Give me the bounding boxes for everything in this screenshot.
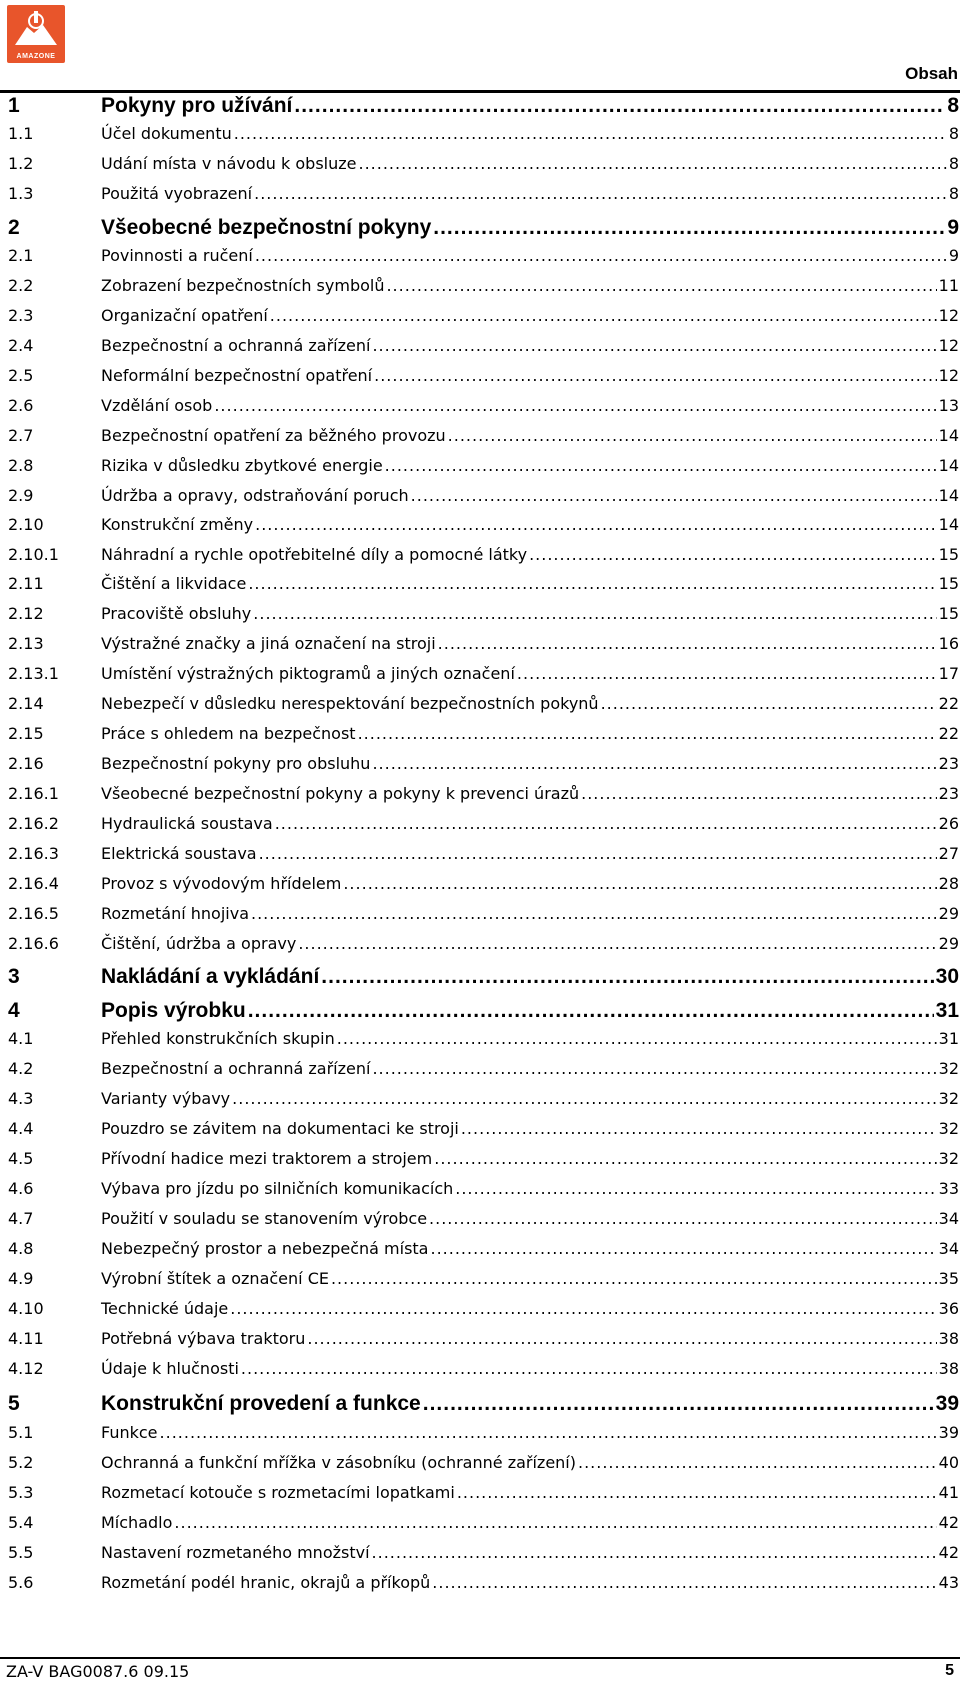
- toc-entry-number: 2.16.2: [8, 814, 59, 833]
- toc-entry-number: 2: [8, 216, 20, 239]
- toc-entry-page: 15: [938, 545, 959, 564]
- toc-entry-number: 4.3: [8, 1089, 34, 1108]
- toc-entry-title: Varianty výbavy: [101, 1089, 231, 1108]
- toc-entry-page: 22: [938, 694, 959, 713]
- toc-entry-title: Použitá vyobrazení: [101, 184, 253, 203]
- toc-entry-title: Rozmetací kotouče s rozmetacími lopatkami: [101, 1483, 455, 1502]
- toc-entry-title: Účel dokumentu: [101, 124, 232, 143]
- toc-entry[interactable]: [8, 366, 959, 385]
- toc-leader-dots: [275, 814, 937, 833]
- toc-entry-number: 2.12: [8, 604, 44, 623]
- toc-entry-number: 2.7: [8, 426, 34, 445]
- toc-entry-number: 4.7: [8, 1209, 34, 1228]
- toc-leader-dots: [578, 1453, 937, 1472]
- toc-entry-title: Neformální bezpečnostní opatření: [101, 366, 373, 385]
- toc-entry-number: 4.9: [8, 1269, 34, 1288]
- toc-entry-title: Rozmetání podél hranic, okrajů a příkopů: [101, 1573, 431, 1592]
- toc-entry[interactable]: [8, 1209, 959, 1228]
- toc-leader-dots: [581, 784, 937, 803]
- toc-entry-page: 22: [938, 724, 959, 743]
- toc-entry-number: 5.4: [8, 1513, 34, 1532]
- toc-entry[interactable]: [8, 336, 959, 355]
- toc-entry[interactable]: [8, 154, 959, 173]
- toc-entry[interactable]: [8, 1179, 959, 1198]
- toc-leader-dots: [372, 336, 936, 355]
- toc-leader-dots: [321, 965, 933, 989]
- toc-entry-title: Bezpečnostní a ochranná zařízení: [101, 1059, 371, 1078]
- toc-entry-title: Bezpečnostní pokyny pro obsluhu: [101, 754, 371, 773]
- toc-entry-page: 13: [938, 396, 959, 415]
- toc-entry-number: 4.5: [8, 1149, 34, 1168]
- toc-leader-dots: [385, 456, 937, 475]
- toc-entry-page: 34: [938, 1239, 959, 1258]
- toc-entry[interactable]: [8, 1543, 959, 1562]
- toc-entry-page: 29: [938, 904, 959, 923]
- toc-entry-page: 31: [935, 999, 959, 1022]
- toc-entry[interactable]: [8, 904, 959, 923]
- toc-entry[interactable]: [8, 306, 959, 325]
- toc-entry-page: 32: [938, 1089, 959, 1108]
- toc-leader-dots: [230, 1299, 936, 1318]
- toc-entry-page: 42: [938, 1543, 959, 1562]
- toc-leader-dots: [331, 1269, 937, 1288]
- toc-entry-number: 2.14: [8, 694, 44, 713]
- toc-entry-title: Pracoviště obsluhy: [101, 604, 252, 623]
- toc-entry-page: 40: [938, 1453, 959, 1472]
- toc-entry-page: 23: [938, 784, 959, 803]
- toc-entry[interactable]: [8, 1513, 959, 1532]
- logo-wordmark: AMAZONE: [16, 53, 56, 60]
- toc-entry-title: Nakládání a vykládání: [101, 965, 320, 988]
- toc-entry-title: Údržba a opravy, odstraňování poruch: [101, 486, 409, 505]
- toc-entry[interactable]: [8, 276, 959, 295]
- toc-entry[interactable]: [8, 124, 959, 143]
- toc-entry-page: 39: [935, 1392, 959, 1415]
- toc-entry[interactable]: [8, 1299, 959, 1318]
- toc-leader-dots: [259, 844, 937, 863]
- toc-leader-dots: [429, 1209, 937, 1228]
- toc-entry[interactable]: [8, 999, 959, 1023]
- toc-entry[interactable]: [8, 1269, 959, 1288]
- toc-entry-number: 5.1: [8, 1423, 34, 1442]
- toc-leader-dots: [241, 1359, 937, 1378]
- toc-entry-page: 33: [938, 1179, 959, 1198]
- toc-entry-number: 5.3: [8, 1483, 34, 1502]
- toc-entry-number: 2.3: [8, 306, 34, 325]
- toc-entry[interactable]: [8, 754, 959, 773]
- toc-entry[interactable]: [8, 784, 959, 803]
- toc-entry-title: Elektrická soustava: [101, 844, 257, 863]
- toc-entry-number: 4.2: [8, 1059, 34, 1078]
- toc-entry-number: 1.1: [8, 124, 34, 143]
- toc-leader-dots: [248, 999, 934, 1023]
- toc-leader-dots: [529, 545, 937, 564]
- toc-entry-page: 42: [938, 1513, 959, 1532]
- toc-entry[interactable]: [8, 1059, 959, 1078]
- toc-leader-dots: [438, 634, 937, 653]
- toc-entry-page: 26: [938, 814, 959, 833]
- toc-entry-title: Provoz s vývodovým hřídelem: [101, 874, 342, 893]
- toc-entry[interactable]: [8, 515, 959, 534]
- toc-entry[interactable]: [8, 1029, 959, 1048]
- toc-entry-title: Výrobní štítek a označení CE: [101, 1269, 329, 1288]
- toc-leader-dots: [255, 246, 947, 265]
- toc-entry[interactable]: [8, 1119, 959, 1138]
- toc-leader-dots: [455, 1179, 936, 1198]
- toc-entry-title: Údaje k hlučnosti: [101, 1359, 239, 1378]
- toc-entry-number: 4.10: [8, 1299, 44, 1318]
- toc-entry-number: 2.15: [8, 724, 44, 743]
- toc-entry-number: 2.10.1: [8, 545, 59, 564]
- toc-entry-page: 16: [938, 634, 959, 653]
- toc-entry-number: 1: [8, 94, 20, 117]
- toc-leader-dots: [337, 1029, 937, 1048]
- toc-leader-dots: [251, 904, 937, 923]
- toc-entry[interactable]: [8, 604, 959, 623]
- toc-entry-page: 15: [938, 574, 959, 593]
- toc-leader-dots: [432, 1573, 936, 1592]
- toc-leader-dots: [386, 276, 936, 295]
- toc-entry-page: 12: [938, 336, 959, 355]
- toc-leader-dots: [232, 1089, 937, 1108]
- toc-entry-number: 2.16.3: [8, 844, 59, 863]
- toc-leader-dots: [254, 184, 947, 203]
- toc-entry-title: Výbava pro jízdu po silničních komunikacích: [101, 1179, 454, 1198]
- toc-entry-page: 32: [938, 1119, 959, 1138]
- toc-leader-dots: [248, 574, 936, 593]
- toc-entry-page: 32: [938, 1059, 959, 1078]
- toc-entry-title: Pouzdro se závitem na dokumentaci ke stroji: [101, 1119, 459, 1138]
- toc-entry-number: 2.10: [8, 515, 44, 534]
- toc-entry-page: 31: [938, 1029, 959, 1048]
- toc-entry-page: 43: [938, 1573, 959, 1592]
- toc-entry[interactable]: [8, 724, 959, 743]
- toc-leader-dots: [358, 724, 937, 743]
- toc-entry-page: 14: [938, 426, 959, 445]
- toc-entry[interactable]: [8, 694, 959, 713]
- toc-entry-title: Nebezpečný prostor a nebezpečná místa: [101, 1239, 429, 1258]
- toc-leader-dots: [433, 216, 945, 240]
- toc-entry-title: Bezpečnostní a ochranná zařízení: [101, 336, 371, 355]
- footer-divider: [0, 1657, 960, 1659]
- toc-leader-dots: [411, 486, 937, 505]
- toc-entry-page: 27: [938, 844, 959, 863]
- toc-entry-title: Bezpečnostní opatření za běžného provozu: [101, 426, 446, 445]
- toc-entry-number: 4.4: [8, 1119, 34, 1138]
- toc-entry-title: Nastavení rozmetaného množství: [101, 1543, 370, 1562]
- toc-entry-number: 4.11: [8, 1329, 44, 1348]
- toc-leader-dots: [174, 1513, 936, 1532]
- toc-entry-number: 2.5: [8, 366, 34, 385]
- toc-leader-dots: [434, 1149, 936, 1168]
- toc-leader-dots: [372, 1543, 937, 1562]
- toc-entry-number: 2.13: [8, 634, 44, 653]
- page-title: Obsah: [905, 64, 958, 83]
- toc-entry-page: 12: [938, 366, 959, 385]
- toc-entry[interactable]: [8, 634, 959, 653]
- toc-entry-title: Vzdělání osob: [101, 396, 213, 415]
- toc-entry-page: 23: [938, 754, 959, 773]
- toc-leader-dots: [307, 1329, 936, 1348]
- toc-entry[interactable]: [8, 1329, 959, 1348]
- toc-entry-number: 4.8: [8, 1239, 34, 1258]
- toc-entry-number: 5: [8, 1392, 20, 1415]
- toc-entry-title: Udání místa v návodu k obsluze: [101, 154, 357, 173]
- toc-entry[interactable]: [8, 486, 959, 505]
- toc-entry[interactable]: [8, 664, 959, 683]
- toc-entry-title: Pokyny pro užívání: [101, 94, 293, 117]
- toc-entry-page: 14: [938, 515, 959, 534]
- toc-entry-page: 41: [938, 1483, 959, 1502]
- toc-entry-page: 14: [938, 456, 959, 475]
- toc-entry-number: 2.2: [8, 276, 34, 295]
- toc-entry-page: 38: [938, 1359, 959, 1378]
- toc-entry[interactable]: [8, 1149, 959, 1168]
- toc-entry-title: Výstražné značky a jiná označení na stroji: [101, 634, 436, 653]
- toc-entry[interactable]: [8, 1392, 959, 1416]
- toc-entry[interactable]: [8, 1423, 959, 1442]
- toc-leader-dots: [255, 515, 937, 534]
- toc-entry[interactable]: [8, 574, 959, 593]
- toc-entry[interactable]: [8, 934, 959, 953]
- toc-entry-page: 32: [938, 1149, 959, 1168]
- toc-entry-title: Povinnosti a ručení: [101, 246, 253, 265]
- toc-entry[interactable]: [8, 814, 959, 833]
- toc-entry-page: 14: [938, 486, 959, 505]
- toc-entry-title: Všeobecné bezpečnostní pokyny a pokyny k prevenci úrazů: [101, 784, 580, 803]
- toc-entry-title: Rozmetání hnojiva: [101, 904, 249, 923]
- toc-entry-title: Přívodní hadice mezi traktorem a strojem: [101, 1149, 433, 1168]
- toc-entry-number: 4.1: [8, 1029, 34, 1048]
- toc-entry-title: Umístění výstražných piktogramů a jiných označení: [101, 664, 515, 683]
- toc-entry-page: 12: [938, 306, 959, 325]
- toc-entry[interactable]: [8, 184, 959, 203]
- toc-entry-page: 8: [947, 94, 959, 117]
- toc-entry[interactable]: [8, 1453, 959, 1472]
- toc-entry-title: Popis výrobku: [101, 999, 246, 1022]
- toc-entry-page: 39: [938, 1423, 959, 1442]
- toc-entry-number: 5.6: [8, 1573, 34, 1592]
- toc-leader-dots: [517, 664, 937, 683]
- toc-entry[interactable]: [8, 246, 959, 265]
- amazone-logo: [7, 5, 65, 63]
- toc-leader-dots: [430, 1239, 936, 1258]
- toc-entry-title: Hydraulická soustava: [101, 814, 273, 833]
- toc-entry-page: 9: [947, 216, 959, 239]
- toc-entry-title: Čištění, údržba a opravy: [101, 934, 297, 953]
- toc-entry-title: Čištění a likvidace: [101, 574, 247, 593]
- toc-entry-number: 2.8: [8, 456, 34, 475]
- toc-entry[interactable]: [8, 94, 959, 118]
- toc-entry[interactable]: [8, 844, 959, 863]
- toc-entry-title: Použití v souladu se stanovením výrobce: [101, 1209, 428, 1228]
- toc-entry-page: 29: [938, 934, 959, 953]
- toc-entry-number: 3: [8, 965, 20, 988]
- toc-entry-title: Rizika v důsledku zbytkové energie: [101, 456, 383, 475]
- toc-entry[interactable]: [8, 874, 959, 893]
- toc-leader-dots: [374, 366, 937, 385]
- toc-entry-title: Ochranná a funkční mřížka v zásobníku (ochranné zařízení): [101, 1453, 576, 1472]
- toc-entry-page: 34: [938, 1209, 959, 1228]
- toc-entry-number: 2.6: [8, 396, 34, 415]
- toc-leader-dots: [294, 94, 945, 118]
- toc-entry-number: 4.12: [8, 1359, 44, 1378]
- toc-leader-dots: [448, 426, 937, 445]
- toc-entry-number: 2.1: [8, 246, 34, 265]
- toc-entry-title: Potřebná výbava traktoru: [101, 1329, 306, 1348]
- toc-entry[interactable]: [8, 1089, 959, 1108]
- toc-entry-number: 2.4: [8, 336, 34, 355]
- toc-entry[interactable]: [8, 1239, 959, 1258]
- toc-entry-number: 2.16.6: [8, 934, 59, 953]
- toc-leader-dots: [160, 1423, 937, 1442]
- toc-entry[interactable]: [8, 396, 959, 415]
- toc-entry[interactable]: [8, 216, 959, 240]
- toc-entry-page: 11: [938, 276, 959, 295]
- toc-entry-title: Nebezpečí v důsledku nerespektování bezpečnostních pokynů: [101, 694, 599, 713]
- toc-entry-number: 2.16.1: [8, 784, 59, 803]
- toc-entry-page: 8: [948, 124, 959, 143]
- toc-entry-number: 4: [8, 999, 20, 1022]
- toc-entry[interactable]: [8, 1483, 959, 1502]
- toc-entry-page: 15: [938, 604, 959, 623]
- toc-entry-number: 1.3: [8, 184, 34, 203]
- toc-entry-page: 17: [938, 664, 959, 683]
- toc-leader-dots: [270, 306, 937, 325]
- toc-entry-page: 28: [938, 874, 959, 893]
- toc-entry-page: 38: [938, 1329, 959, 1348]
- toc-leader-dots: [457, 1483, 937, 1502]
- toc-entry[interactable]: [8, 965, 959, 989]
- toc-entry-number: 2.9: [8, 486, 34, 505]
- toc-entry-title: Organizační opatření: [101, 306, 268, 325]
- toc-entry-title: Všeobecné bezpečnostní pokyny: [101, 216, 432, 239]
- toc-entry[interactable]: [8, 426, 959, 445]
- document-code: ZA-V BAG0087.6 09.15: [6, 1662, 190, 1681]
- toc-entry-title: Konstrukční změny: [101, 515, 254, 534]
- toc-leader-dots: [214, 396, 936, 415]
- toc-entry-number: 2.16: [8, 754, 44, 773]
- toc-leader-dots: [343, 874, 936, 893]
- toc-leader-dots: [372, 754, 936, 773]
- toc-entry-number: 2.13.1: [8, 664, 59, 683]
- toc-entry-title: Míchadlo: [101, 1513, 173, 1532]
- toc-entry-number: 4.6: [8, 1179, 34, 1198]
- toc-entry[interactable]: [8, 1573, 959, 1592]
- toc-leader-dots: [234, 124, 947, 143]
- toc-entry-title: Náhradní a rychle opotřebitelné díly a pomocné látky: [101, 545, 528, 564]
- toc-entry-page: 8: [948, 154, 959, 173]
- toc-entry-title: Technické údaje: [101, 1299, 229, 1318]
- toc-entry[interactable]: [8, 456, 959, 475]
- toc-entry-title: Konstrukční provedení a funkce: [101, 1392, 421, 1415]
- toc-entry-page: 36: [938, 1299, 959, 1318]
- toc-entry-title: Přehled konstrukčních skupin: [101, 1029, 335, 1048]
- page-number: 5: [945, 1662, 954, 1679]
- toc-entry-number: 2.11: [8, 574, 44, 593]
- header-divider: [0, 90, 960, 93]
- toc-entry-number: 2.16.5: [8, 904, 59, 923]
- sower-icon: [7, 5, 65, 51]
- toc-entry-title: Zobrazení bezpečnostních symbolů: [101, 276, 385, 295]
- toc-leader-dots: [461, 1119, 937, 1138]
- toc-leader-dots: [372, 1059, 936, 1078]
- toc-entry-number: 5.5: [8, 1543, 34, 1562]
- toc-entry[interactable]: [8, 545, 959, 564]
- toc-entry-number: 2.16.4: [8, 874, 59, 893]
- toc-entry-page: 30: [935, 965, 959, 988]
- toc-leader-dots: [253, 604, 936, 623]
- toc-entry-number: 5.2: [8, 1453, 34, 1472]
- toc-leader-dots: [298, 934, 936, 953]
- toc-entry-title: Práce s ohledem na bezpečnost: [101, 724, 356, 743]
- toc-entry-page: 9: [948, 246, 959, 265]
- toc-entry-page: 35: [938, 1269, 959, 1288]
- toc-entry[interactable]: [8, 1359, 959, 1378]
- toc-entry-number: 1.2: [8, 154, 34, 173]
- toc-entry-page: 8: [948, 184, 959, 203]
- toc-entry-title: Funkce: [101, 1423, 158, 1442]
- toc-leader-dots: [358, 154, 946, 173]
- toc-leader-dots: [601, 694, 937, 713]
- toc-leader-dots: [423, 1392, 934, 1416]
